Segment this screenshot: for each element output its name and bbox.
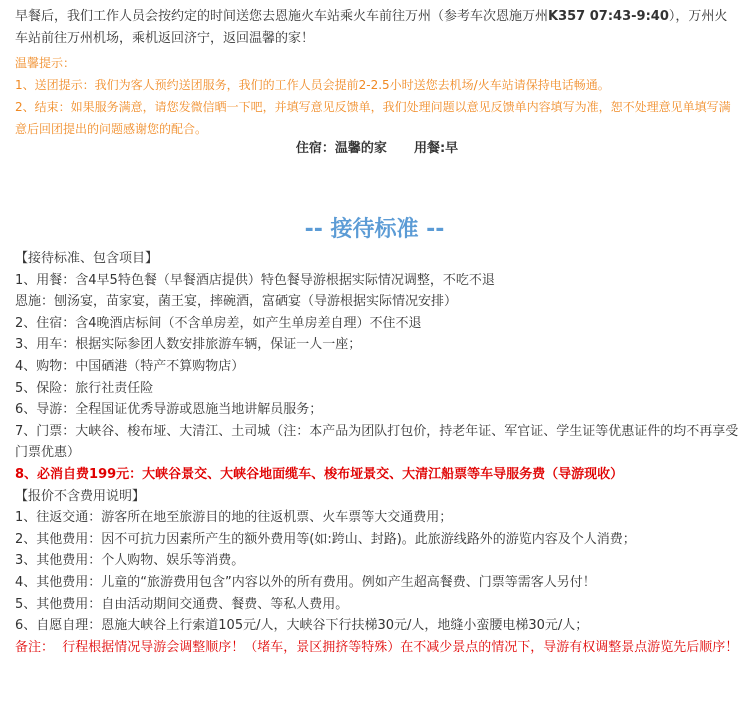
- include-header: 【接待标准、包含项目】: [15, 251, 159, 266]
- exclude-free-time: 5、其他费用：自由活动期间交通费、餐费、等私人费用。: [15, 596, 349, 612]
- include-insurance: 5、保险：旅行社责任险: [15, 380, 154, 396]
- remark-note: 备注： 行程根据情况导游会调整顺序！（堵车，景区拥挤等特殊）在不减少景点的情况下，导游有权调整景点游览先后顺序！: [15, 639, 739, 655]
- tip-feedback: 2、结束：如果服务满意，请您发微信晒一下吧，并填写意见反馈单，我们处理问题以意见反馈单内容填写为准，恕不处理意见单填写满意后回团提出的问题感谢您的配合。: [15, 100, 731, 136]
- intro-text-b: ），万州火车站前往万州机场，乘机返回济宁，返回温馨的家！: [15, 9, 728, 46]
- mandatory-fee: 8、必消自费199元：大峡谷景交、大峡谷地面缆车、梭布垭景交、大清江船票等车导服务费（导游现收）: [15, 466, 624, 482]
- section-title: -- 接待标准 --: [304, 217, 445, 242]
- include-tickets: 7、门票：大峡谷、梭布垭、大清江、土司城（注：本产品为团队打包价，持老年证、军官证、学生证等优惠证件的均不再享受门票优惠）: [15, 423, 739, 461]
- exclude-other-2: 3、其他费用：个人购物、娱乐等消费。: [15, 553, 245, 569]
- include-guide: 6、导游：全程国证优秀导游或恩施当地讲解员服务；: [15, 402, 323, 418]
- include-shopping: 4、购物：中国硒港（特产不算购物店）: [15, 358, 245, 374]
- warm-tips: [15, 52, 739, 140]
- lodging-meals: 住宿：温馨的家 用餐:早: [295, 141, 459, 156]
- tips-heading: 温馨提示：: [15, 56, 76, 70]
- intro-text-a: 早餐后，我们工作人员会按约定的时间送您去恩施火车站乘火车前往万州（参考车次恩施万州: [15, 9, 549, 24]
- include-stay: 2、住宿：含4晚酒店标间（不含单房差，如产生单房差自理）不住不退: [15, 315, 422, 331]
- include-meal-detail: 恩施：刨汤宴，苗家宴，菌王宴，摔碗酒，富硒宴（导游根据实际情况安排）: [15, 294, 458, 310]
- include-car: 3、用车：根据实际参团人数安排旅游车辆，保证一人一座；: [15, 337, 362, 353]
- exclude-children: 4、其他费用：儿童的“旅游费用包含”内容以外的所有费用。例如产生超高餐费、门票等需客人另付！: [15, 574, 596, 590]
- include-meal: 1、用餐：含4早5特色餐（早餐酒店提供）特色餐导游根据实际情况调整，不吃不退: [15, 272, 495, 288]
- exclude-optional: 6、自愿自理：恩施大峡谷上行索道105元/人，大峡谷下行扶梯30元/人，地缝小蛮腰电梯30元/人；: [15, 618, 589, 634]
- exclude-other-1: 2、其他费用：因不可抗力因素所产生的额外费用等(如:跨山、封路)。此旅游线路外的游览内容及个人消费；: [15, 531, 636, 547]
- exclude-header: 【报价不含费用说明】: [15, 488, 146, 504]
- day-description: [15, 6, 739, 50]
- train-number: K357 07:43-9:40: [548, 9, 669, 24]
- tip-send-off: 1、送团提示：我们为客人预约送团服务，我们的工作人员会提前2-2.5小时送您去机场/火车站请保持电话畅通。: [15, 78, 610, 92]
- exclude-transport: 1、往返交通：游客所在地至旅游目的地的往返机票、火车票等大交通费用；: [15, 510, 453, 526]
- reception-standards: [15, 248, 739, 658]
